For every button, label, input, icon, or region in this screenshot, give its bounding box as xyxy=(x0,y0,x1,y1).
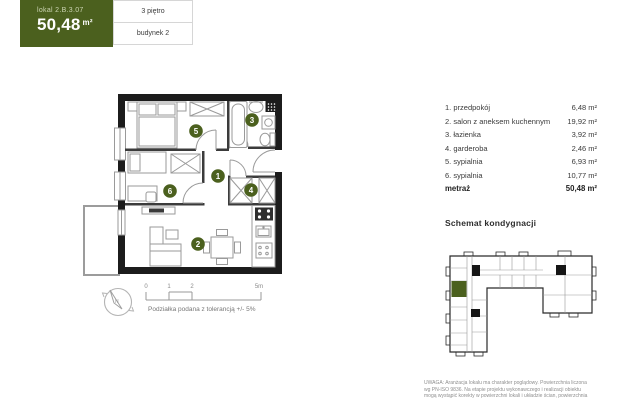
svg-text:1: 1 xyxy=(215,172,221,181)
bedroom6-furniture xyxy=(128,152,200,202)
building-outline xyxy=(450,256,592,352)
wardrobe-icon xyxy=(190,102,224,116)
hob-icon xyxy=(255,208,273,221)
door-entrance xyxy=(253,150,275,172)
living-room-furniture xyxy=(142,207,241,266)
room-marker-2 xyxy=(191,237,205,251)
svg-text:2: 2 xyxy=(195,240,201,249)
svg-text:6: 6 xyxy=(167,187,173,196)
svg-text:N: N xyxy=(115,299,119,305)
room-area: 10,77 m² xyxy=(567,170,597,180)
room-name: 2. salon z aneksem kuchennym xyxy=(445,116,551,126)
total-area-label: metraż xyxy=(445,184,471,193)
svg-text:5m: 5m xyxy=(254,284,264,290)
tv-icon xyxy=(149,209,164,213)
disclaimer-text: UWAGA: Aranżacja lokalu ma charakter poglądowy. Powierzchnia liczona wg PN-ISO 9836. Na etapie projektu wykonawczego i realizacji obiektu mogą wystąpić korekty w powierzchni lokali i układzie ścian, powierzchnia xyxy=(424,380,588,400)
svg-text:Podziałka podana z tolerancją: Podziałka podana z tolerancją +/- 5% xyxy=(148,306,256,313)
total-area-row xyxy=(445,184,597,198)
room-list-item xyxy=(445,117,597,131)
windows xyxy=(115,128,126,235)
wardrobe-icon xyxy=(171,154,200,173)
building-schematic xyxy=(446,251,596,356)
unit-area-unit: m² xyxy=(82,18,93,27)
room-list-item xyxy=(445,130,597,144)
room-name: 5. sypialnia xyxy=(445,157,483,166)
room-name: 6. sypialnia xyxy=(445,170,483,180)
room-marker-6 xyxy=(163,184,177,198)
shaft-icon xyxy=(266,101,279,112)
svg-text:2: 2 xyxy=(190,284,194,290)
washbasin-icon xyxy=(249,102,263,113)
toilet-icon xyxy=(260,133,275,146)
kitchen-furniture xyxy=(252,206,275,268)
scale-bar xyxy=(144,284,263,313)
unit-highlight xyxy=(452,281,467,297)
svg-text:3: 3 xyxy=(249,116,255,125)
room-list-item xyxy=(445,157,597,171)
balcony xyxy=(84,206,119,275)
room-marker-4 xyxy=(244,183,258,197)
bedroom5-furniture xyxy=(128,102,224,148)
room-marker-3 xyxy=(245,113,259,127)
room-area: 19,92 m² xyxy=(567,116,597,126)
oven-icon xyxy=(256,243,272,258)
room-area: 3,92 m² xyxy=(571,130,597,139)
unit-number-label: lokal 2.B.3.07 xyxy=(37,7,84,14)
room-name: 1. przedpokój xyxy=(445,103,491,112)
room-name: 4. garderoba xyxy=(445,143,488,153)
svg-text:5: 5 xyxy=(193,127,199,136)
svg-text:1: 1 xyxy=(167,284,171,290)
washer-icon xyxy=(262,116,275,129)
svg-text:4: 4 xyxy=(248,186,254,195)
room-area: 6,93 m² xyxy=(571,157,597,166)
total-area-value: 50,48 m² xyxy=(565,184,597,193)
room-area: 2,46 m² xyxy=(571,143,597,153)
room-area: 6,48 m² xyxy=(571,103,597,112)
floor-cell: 3 piętro xyxy=(113,0,193,23)
building-cell: budynek 2 xyxy=(113,22,193,45)
svg-text:0: 0 xyxy=(144,284,148,290)
unit-area-value: 50,48 xyxy=(37,15,81,34)
north-arrow-icon xyxy=(103,289,134,316)
room-name: 3. łazienka xyxy=(445,130,481,139)
door-bedroom6 xyxy=(183,183,203,203)
schematic-title: Schemat kondygnacji xyxy=(445,218,537,228)
room-list-item xyxy=(445,144,597,158)
room-marker-5 xyxy=(189,124,203,138)
room-list-item xyxy=(445,171,597,185)
room-list-item xyxy=(445,103,597,117)
door-wardrobe-room xyxy=(230,160,246,176)
room-marker-1 xyxy=(211,169,225,183)
rooms-list xyxy=(445,103,597,198)
